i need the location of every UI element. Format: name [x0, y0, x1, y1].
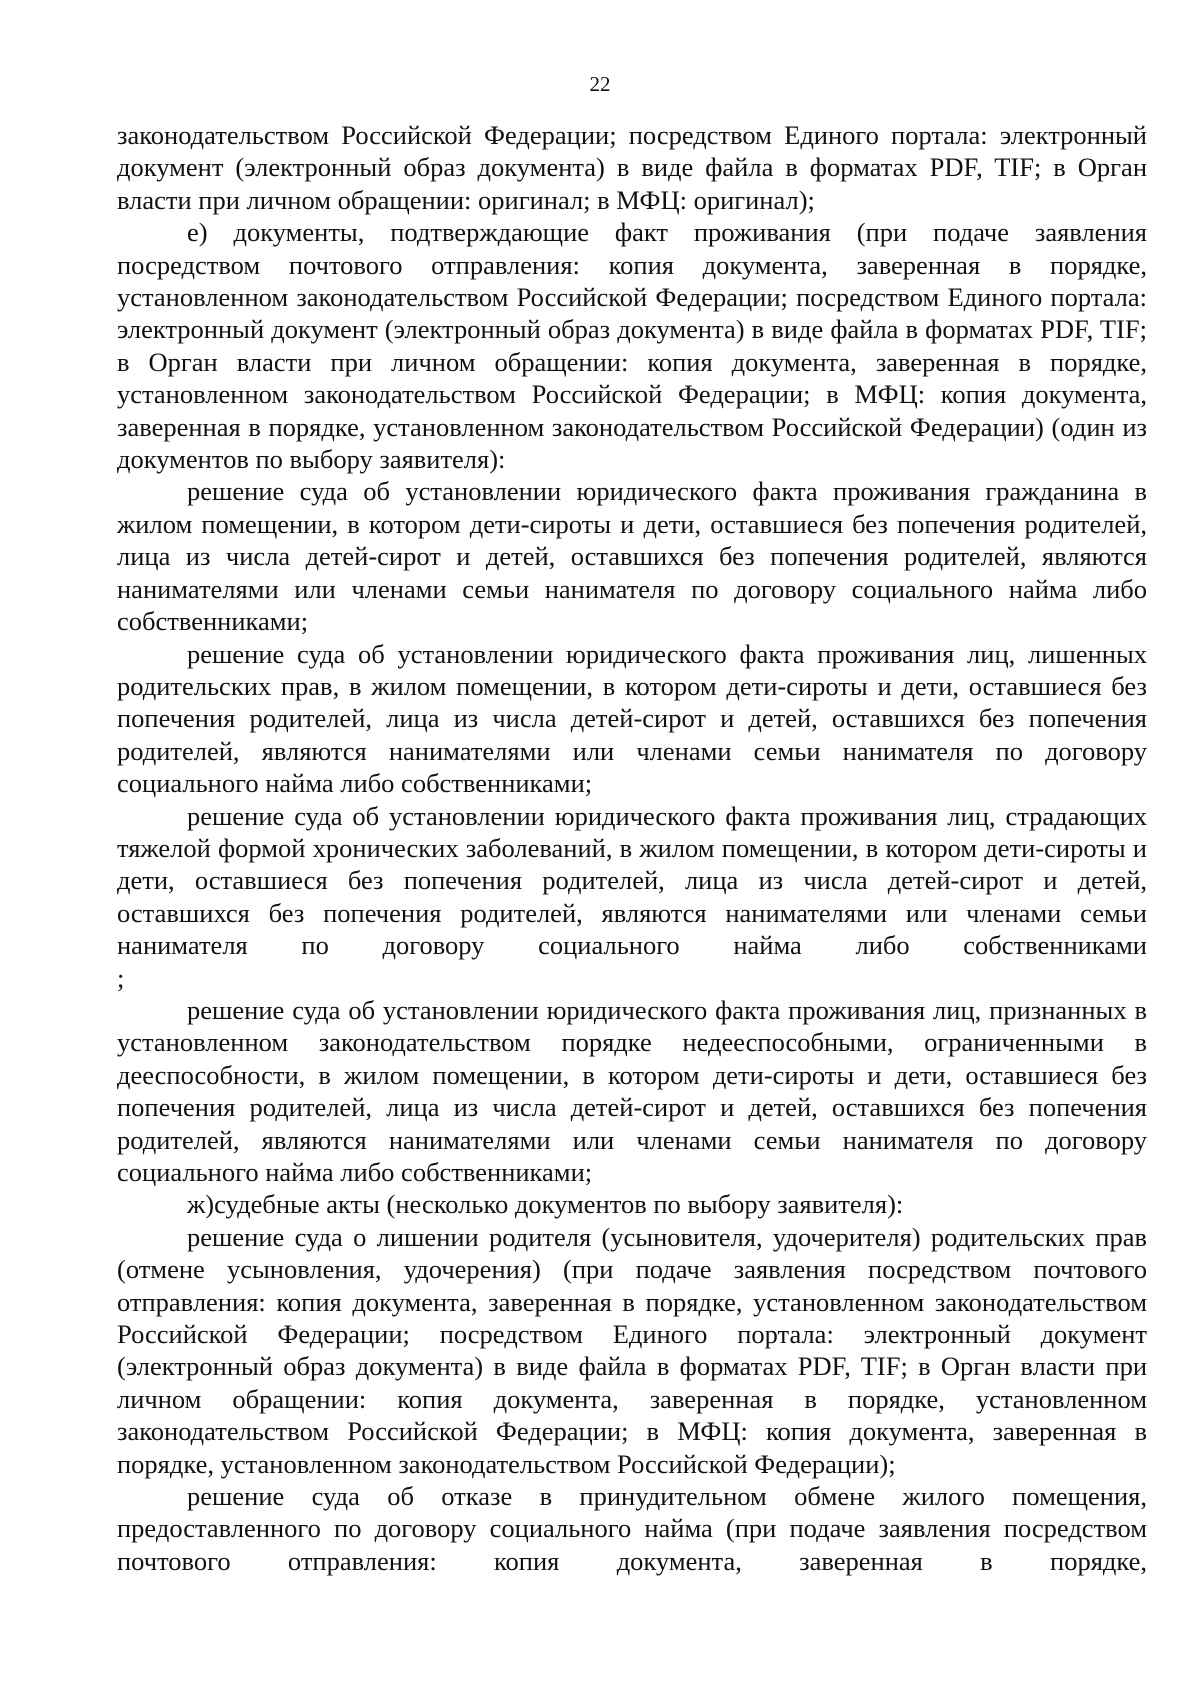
paragraph-court-decision-parental-rights: решение суда о лишении родителя (усыновителя, удочерителя) родительских прав (отмене усыновления, удочерения) (при подаче заявления посредством почтового отправления: копия документа, заверенная в порядке, установленном законодательством Российской Федерации; посредством Единого портала: электронный документ (электронный образ документа) в виде файла в форматах PDF, TIF; в Орган власти при личном обращении: копия документа, заверенная в порядке, установленном законодательством Российской Федерации; в МФЦ: копия документа, заверенная в порядке, установленном законодательством Российской Федерации);	[117, 1221, 1147, 1479]
paragraph-semicolon: ;	[117, 962, 125, 993]
paragraph-court-decision-incapacitated: решение суда об установлении юридического факта проживания лиц, признанных в установленном законодательством порядке недееспособными, ограниченными в дееспособности, в жилом помещении, в котором дети-сироты и дети, оставшиеся без попечения родителей, лица из числа детей-сирот и детей, оставшихся без попечения родителей, являются нанимателями или членами семьи нанимателя по договору социального найма либо собственниками;	[117, 994, 1147, 1187]
paragraph-court-decision-citizen: решение суда об установлении юридического факта проживания гражданина в жилом помещении, в котором дети-сироты и дети, оставшиеся без попечения родителей, лица из числа детей-сирот и детей, оставшихся без попечения родителей, являются нанимателями или членами семьи нанимателя по договору социального найма либо собственниками;	[117, 476, 1147, 637]
paragraph-court-decision-exchange-refusal: решение суда об отказе в принудительном обмене жилого помещения, предоставленного по договору социального найма (при подаче заявления посредством почтового отправления: копия документа, заверенная в порядке,	[117, 1481, 1147, 1576]
paragraph-item-zh: ж)судебные акты (несколько документов по выбору заявителя):	[187, 1189, 904, 1220]
page-number: 22	[589, 72, 611, 96]
paragraph-item-e: е) документы, подтверждающие факт проживания (при подаче заявления посредством почтового отправления: копия документа, заверенная в порядке, установленном законодательством Российской Федерации; посредством Единого портала: электронный документ (электронный образ документа) в виде файла в форматах PDF, TIF; в Орган власти при личном обращении: копия документа, заверенная в порядке, установленном законодательством Российской Федерации; в МФЦ: копия документа, заверенная в порядке, установленном законодательством Российской Федерации) (один из документов по выбору заявителя):	[117, 217, 1147, 475]
paragraph-continuation: законодательством Российской Федерации; посредством Единого портала: электронный документ (электронный образ документа) в виде файла в форматах PDF, TIF; в Орган власти при личном обращении: оригинал; в МФЦ: оригинал);	[117, 120, 1147, 215]
paragraph-court-decision-chronic-disease: решение суда об установлении юридического факта проживания лиц, страдающих тяжелой формой хронических заболеваний, в жилом помещении, в котором дети-сироты и дети, оставшиеся без попечения родителей, лица из числа детей-сирот и детей, оставшихся без попечения родителей, являются нанимателями или членами семьи нанимателя по договору социального найма либо собственниками	[117, 800, 1147, 961]
paragraph-court-decision-deprived-rights: решение суда об установлении юридического факта проживания лиц, лишенных родительских прав, в жилом помещении, в котором дети-сироты и дети, оставшиеся без попечения родителей, лица из числа детей-сирот и детей, оставшихся без попечения родителей, являются нанимателями или членами семьи нанимателя по договору социального найма либо собственниками;	[117, 638, 1147, 799]
document-body	[117, 119, 1147, 1577]
